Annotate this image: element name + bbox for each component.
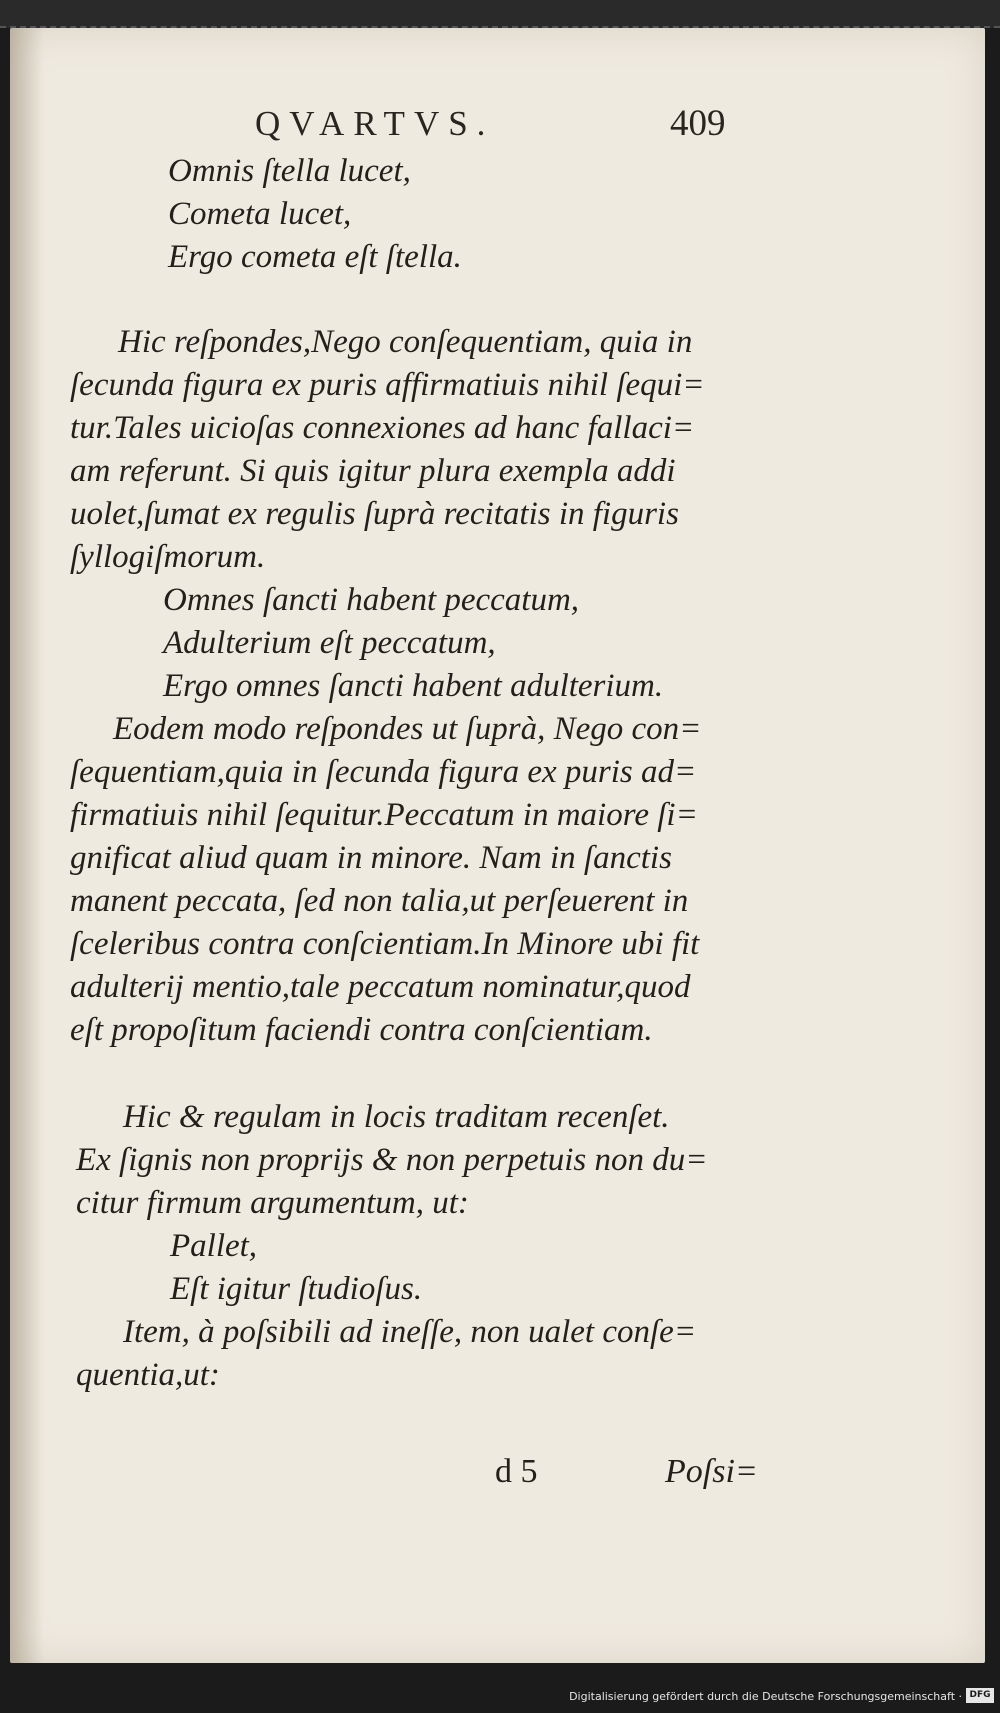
dfg-logo-icon: DFG [966,1688,994,1703]
digitization-credit: Digitalisierung gefördert durch die Deutsche Forschungsgemeinschaft · [569,1690,962,1703]
text-line: Adulterium eſt peccatum, [163,625,496,661]
gutter-shadow [10,28,44,1663]
page-number: 409 [670,103,726,144]
text-line: tur.Tales uicioſas connexiones ad hanc fallaci= [70,410,695,446]
scan-top-strip [0,0,1000,28]
text-line: manent peccata, ſed non talia,ut perſeuerent in [70,883,689,919]
text-line: ſceleribus contra conſcientiam.In Minore ubi fit [70,926,700,962]
text-line: Omnis ſtella lucet, [168,153,411,189]
text-line: Ergo omnes ſancti habent adulterium. [163,668,664,704]
text-line: Eſt igitur ſtudioſus. [170,1271,423,1307]
text-line: Eodem modo reſpondes ut ſuprà, Nego con= [113,711,702,747]
text-line: ſecunda figura ex puris affirmatiuis nihil ſequi= [70,367,705,403]
text-line: adulterij mentio,tale peccatum nominatur,quod [70,969,691,1005]
text-line: am referunt. Si quis igitur plura exempla addi [70,453,676,489]
text-line: Pallet, [170,1228,258,1264]
text-line: citur firmum argumentum, ut: [76,1185,469,1221]
signature-line [10,1453,985,1503]
running-head [10,104,985,164]
text-line: Omnes ſancti habent peccatum, [163,582,580,618]
text-line: ſyllogiſmorum. [70,539,266,575]
text-line: Hic & regulam in locis traditam recenſet. [123,1099,670,1135]
signature-mark: d 5 [495,1453,538,1490]
text-line: Hic reſpondes,Nego conſequentiam, quia in [118,324,693,360]
text-line: Ergo cometa eſt ſtella. [168,239,462,275]
text-line: ſequentiam,quia in ſecunda figura ex puris ad= [70,754,697,790]
running-head-title: QVARTVS. [255,104,495,143]
text-line: Ex ſignis non proprijs & non perpetuis non du= [76,1142,708,1178]
book-page [10,28,985,1663]
catchword: Poſsi= [665,1453,758,1490]
text-line: eſt propoſitum faciendi contra conſcientiam. [70,1012,653,1048]
text-line: uolet,ſumat ex regulis ſuprà recitatis in figuris [70,496,679,532]
text-line: Cometa lucet, [168,196,352,232]
text-line: Item, à poſsibili ad ineſſe, non ualet conſe= [123,1314,697,1350]
text-line: quentia,ut: [76,1357,220,1393]
text-line: gnificat aliud quam in minore. Nam in ſanctis [70,840,672,876]
text-line: firmatiuis nihil ſequitur.Peccatum in maiore ſi= [70,797,698,833]
